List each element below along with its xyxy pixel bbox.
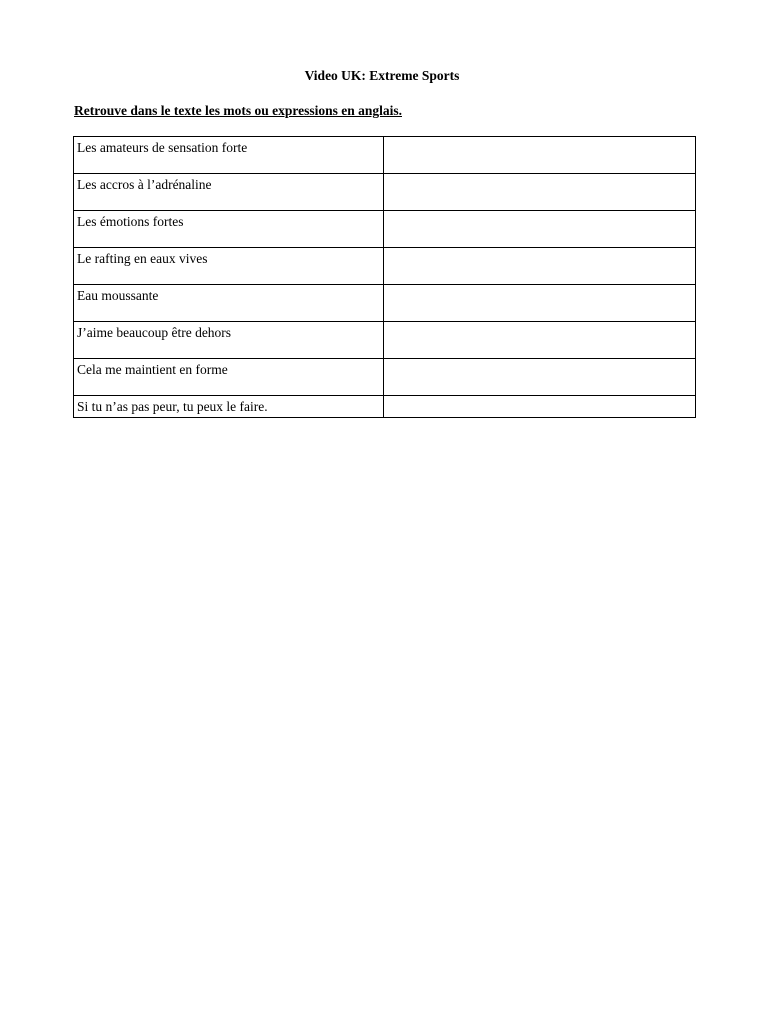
table-row: [74, 137, 696, 174]
english-answer-cell[interactable]: [384, 137, 696, 174]
page-title: Video UK: Extreme Sports: [304, 68, 460, 83]
english-answer-cell[interactable]: [384, 211, 696, 248]
french-cell: Le rafting en eaux vives: [74, 248, 384, 285]
english-answer-cell[interactable]: [384, 285, 696, 322]
vocabulary-table: [73, 136, 696, 418]
table-row: [74, 285, 696, 322]
french-cell: Cela me maintient en forme: [74, 359, 384, 396]
french-cell: Les amateurs de sensation forte: [74, 137, 384, 174]
french-cell: Les accros à l’adrénaline: [74, 174, 384, 211]
table-row: [74, 211, 696, 248]
instruction-text: Retrouve dans le texte les mots ou expressions en anglais.: [74, 103, 402, 118]
french-cell: J’aime beaucoup être dehors: [74, 322, 384, 359]
english-answer-cell[interactable]: [384, 396, 696, 418]
english-answer-cell[interactable]: [384, 248, 696, 285]
table-row: [74, 248, 696, 285]
table-row: [74, 359, 696, 396]
table-row: [74, 396, 696, 418]
english-answer-cell[interactable]: [384, 359, 696, 396]
french-cell: Les émotions fortes: [74, 211, 384, 248]
french-cell: Eau moussante: [74, 285, 384, 322]
french-cell: Si tu n’as pas peur, tu peux le faire.: [74, 396, 384, 418]
english-answer-cell[interactable]: [384, 174, 696, 211]
english-answer-cell[interactable]: [384, 322, 696, 359]
table-row: [74, 322, 696, 359]
table-row: [74, 174, 696, 211]
